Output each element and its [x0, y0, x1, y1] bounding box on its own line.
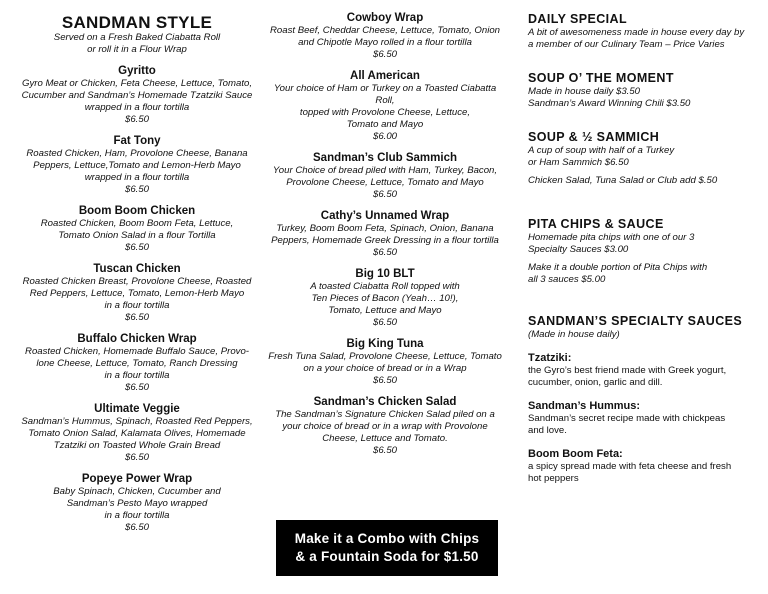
description-line: Sandman’s Hummus, Spinach, Roasted Red Peppers,: [21, 416, 253, 427]
item-price: $6.50: [372, 317, 397, 328]
description-line: Gyro Meat or Chicken, Feta Cheese, Lettuce, Tomato,: [21, 78, 252, 89]
description-line: Peppers, Lettuce,Tomato and Lemon-Herb Mayo: [33, 160, 241, 171]
item-description: [266, 351, 504, 375]
menu-item-fat-tony: [12, 135, 262, 196]
description-line: Roast Beef, Cheddar Cheese, Lettuce, Tomato, Onion: [269, 25, 501, 36]
item-description: [266, 165, 504, 189]
description-line: Sandman’s Pesto Mayo wrapped: [66, 498, 208, 509]
description-line: Roasted Chicken, Boom Boom Feta, Lettuce,: [40, 218, 234, 229]
description-line: and Chipotle Mayo rolled in a flour tortilla: [298, 37, 472, 48]
description-line: in a flour tortilla: [104, 510, 170, 521]
sauce-boom-boom-feta: [528, 447, 760, 485]
description-line: Peppers, Homemade Greek Dressing in a flour tortilla: [271, 235, 499, 246]
sauce-name: Boom Boom Feta:: [528, 448, 623, 460]
item-description: [12, 276, 262, 312]
section-line: Made in house daily $3.50: [528, 86, 641, 97]
description-line: Tomato, Lettuce and Mayo: [328, 305, 442, 316]
wraps-sammiches-column: [266, 0, 504, 457]
combo-line: Make it a Combo with Chips: [294, 531, 480, 546]
item-price: $6.50: [372, 375, 397, 386]
item-description: [12, 346, 262, 382]
item-description: [12, 486, 262, 522]
item-name: Boom Boom Chicken: [78, 205, 196, 217]
description-line: Roasted Chicken Breast, Provolone Cheese, Roasted: [22, 276, 252, 287]
item-name: Cowboy Wrap: [346, 12, 424, 24]
description-line: Cheese, Lettuce and Tomato.: [322, 433, 448, 444]
section-line: (Made in house daily): [528, 329, 620, 340]
specials-column: [528, 0, 760, 485]
item-name: Sandman’s Chicken Salad: [313, 396, 457, 408]
item-price: $6.50: [372, 247, 397, 258]
item-price: $6.50: [124, 242, 149, 253]
sauce-description-line: hot peppers: [528, 473, 579, 484]
item-description: [266, 223, 504, 247]
section-line: Homemade pita chips with one of our 3: [528, 232, 695, 243]
description-line: Ten Pieces of Bacon (Yeah… 10!),: [311, 293, 459, 304]
menu-item-all-american: [266, 70, 504, 143]
description-line: Your Choice of bread piled with Ham, Turkey, Bacon,: [272, 165, 498, 176]
section-line: all 3 sauces $5.00: [528, 274, 606, 285]
item-description: [12, 148, 262, 184]
menu-item-sandmans-chicken-salad: [266, 396, 504, 457]
sauce-hummus: [528, 399, 760, 437]
description-line: wrapped in a flour tortilla: [84, 102, 190, 113]
description-line: topped with Provolone Cheese, Lettuce,: [299, 107, 471, 118]
sauce-name: Tzatziki:: [528, 352, 572, 364]
description-line: Cucumber and Sandman’s Homemade Tzatziki Sauce: [21, 90, 253, 101]
item-description: [12, 218, 262, 242]
section-title: SANDMAN’S SPECIALTY SAUCES: [528, 314, 743, 328]
section-line: A bit of awesomeness made in house every day by: [528, 27, 745, 38]
menu-item-boom-boom-chicken: [12, 205, 262, 254]
description-line: A toasted Ciabatta Roll topped with: [310, 281, 460, 292]
menu-item-cathys-unnamed-wrap: [266, 210, 504, 259]
item-name: Buffalo Chicken Wrap: [77, 333, 197, 345]
item-price: $6.50: [372, 189, 397, 200]
section-title: SOUP O’ THE MOMENT: [528, 71, 674, 85]
menu-item-gyritto: [12, 65, 262, 126]
sauce-description-line: Sandman’s secret recipe made with chickpeas: [528, 413, 726, 424]
section-line: Sandman’s Award Winning Chili $3.50: [528, 98, 691, 109]
description-line: Roasted Chicken, Ham, Provolone Cheese, Banana: [26, 148, 248, 159]
description-line: Red Peppers, Lettuce, Tomato, Lemon-Herb Mayo: [29, 288, 245, 299]
sauce-tzatziki: [528, 351, 760, 389]
sandman-style-column: [12, 0, 262, 534]
section-daily-special: [528, 12, 760, 51]
section-title: DAILY SPECIAL: [528, 12, 627, 26]
description-line: The Sandman’s Signature Chicken Salad piled on a: [275, 409, 495, 420]
menu-item-sandmans-club-sammich: [266, 152, 504, 201]
item-name: Popeye Power Wrap: [81, 473, 193, 485]
menu-item-cowboy-wrap: [266, 12, 504, 61]
section-title: SOUP & ½ SAMMICH: [528, 130, 660, 144]
item-description: [266, 25, 504, 49]
section-line: Chicken Salad, Tuna Salad or Club add $.50: [528, 175, 718, 186]
description-line: your choice of bread or in a wrap with Provolone: [282, 421, 488, 432]
menu-item-big-10-blt: [266, 268, 504, 329]
description-line: in a flour tortilla: [104, 370, 170, 381]
item-name: Fat Tony: [113, 135, 161, 147]
item-price: $6.50: [372, 49, 397, 60]
item-name: Big 10 BLT: [355, 268, 415, 280]
item-price: $6.50: [372, 445, 397, 456]
description-line: or roll it in a Flour Wrap: [87, 44, 187, 55]
description-line: on a your choice of bread or in a Wrap: [303, 363, 467, 374]
sauce-description-line: a spicy spread made with feta cheese and fresh: [528, 461, 732, 472]
item-price: $6.50: [124, 114, 149, 125]
section-title-sandman-style: SANDMAN STYLE: [61, 13, 213, 32]
item-price: $6.50: [124, 184, 149, 195]
description-line: Provolone Cheese, Lettuce, Tomato and Mayo: [286, 177, 484, 188]
description-line: Tomato Onion Salad in a flour Tortilla: [58, 230, 216, 241]
item-description: [266, 281, 504, 317]
item-name: Cathy’s Unnamed Wrap: [320, 210, 450, 222]
combo-banner: [276, 520, 498, 576]
description-line: Turkey, Boom Boom Feta, Spinach, Onion, Banana: [276, 223, 494, 234]
description-line: Tomato Onion Salad, Kalamata Olives, Homemade: [28, 428, 246, 439]
section-pita-chips-sauce: [528, 217, 760, 286]
sauce-description-line: the Gyro’s best friend made with Greek yogurt,: [528, 365, 727, 376]
item-description: [12, 78, 262, 114]
sauce-name: Sandman’s Hummus:: [528, 400, 641, 412]
description-line: lone Cheese, Lettuce, Tomato, Ranch Dressing: [36, 358, 238, 369]
description-line: Tomato and Mayo: [346, 119, 424, 130]
item-description: [12, 416, 262, 452]
description-line: Roasted Chicken, Homemade Buffalo Sauce, Provo-: [25, 346, 249, 357]
section-line: A cup of soup with half of a Turkey: [528, 145, 675, 156]
menu-item-ultimate-veggie: [12, 403, 262, 464]
section-title: PITA CHIPS & SAUCE: [528, 217, 664, 231]
menu-item-tuscan-chicken: [12, 263, 262, 324]
item-name: Big King Tuna: [346, 338, 424, 350]
item-price: $6.50: [124, 312, 149, 323]
combo-line: & a Fountain Soda for $1.50: [295, 549, 479, 564]
section-line: Make it a double portion of Pita Chips with: [528, 262, 708, 273]
description-line: wrapped in a flour tortilla: [84, 172, 190, 183]
section-specialty-sauces: [528, 314, 760, 341]
item-name: Tuscan Chicken: [93, 263, 181, 275]
description-line: Fresh Tuna Salad, Provolone Cheese, Lettuce, Tomato: [268, 351, 502, 362]
item-description: [266, 409, 504, 445]
description-line: in a flour tortilla: [104, 300, 170, 311]
item-description: [266, 83, 504, 131]
menu-item-buffalo-chicken-wrap: [12, 333, 262, 394]
item-name: Gyritto: [118, 65, 156, 77]
section-soup-half-sammich: [528, 130, 760, 187]
section-description: [12, 32, 262, 56]
item-price: $6.50: [124, 522, 149, 533]
item-price: $6.50: [124, 382, 149, 393]
item-name: All American: [350, 70, 420, 82]
section-line: a member of our Culinary Team – Price Varies: [528, 39, 725, 50]
description-line: Tzatziki on Toasted Whole Grain Bread: [53, 440, 221, 451]
description-line: Your choice of Ham or Turkey on a Toasted Ciabatta Roll,: [273, 83, 497, 106]
menu-item-popeye-power-wrap: [12, 473, 262, 534]
description-line: Served on a Fresh Baked Ciabatta Roll: [53, 32, 221, 43]
sauce-description-line: and love.: [528, 425, 567, 436]
item-name: Sandman’s Club Sammich: [313, 152, 457, 164]
item-price: $6.50: [124, 452, 149, 463]
section-soup-of-the-moment: [528, 71, 760, 110]
menu-item-big-king-tuna: [266, 338, 504, 387]
section-line: Specialty Sauces $3.00: [528, 244, 629, 255]
description-line: Baby Spinach, Chicken, Cucumber and: [53, 486, 221, 497]
sauce-description-line: cucumber, onion, garlic and dill.: [528, 377, 663, 388]
section-line: or Ham Sammich $6.50: [528, 157, 629, 168]
item-price: $6.00: [372, 131, 397, 142]
item-name: Ultimate Veggie: [94, 403, 180, 415]
